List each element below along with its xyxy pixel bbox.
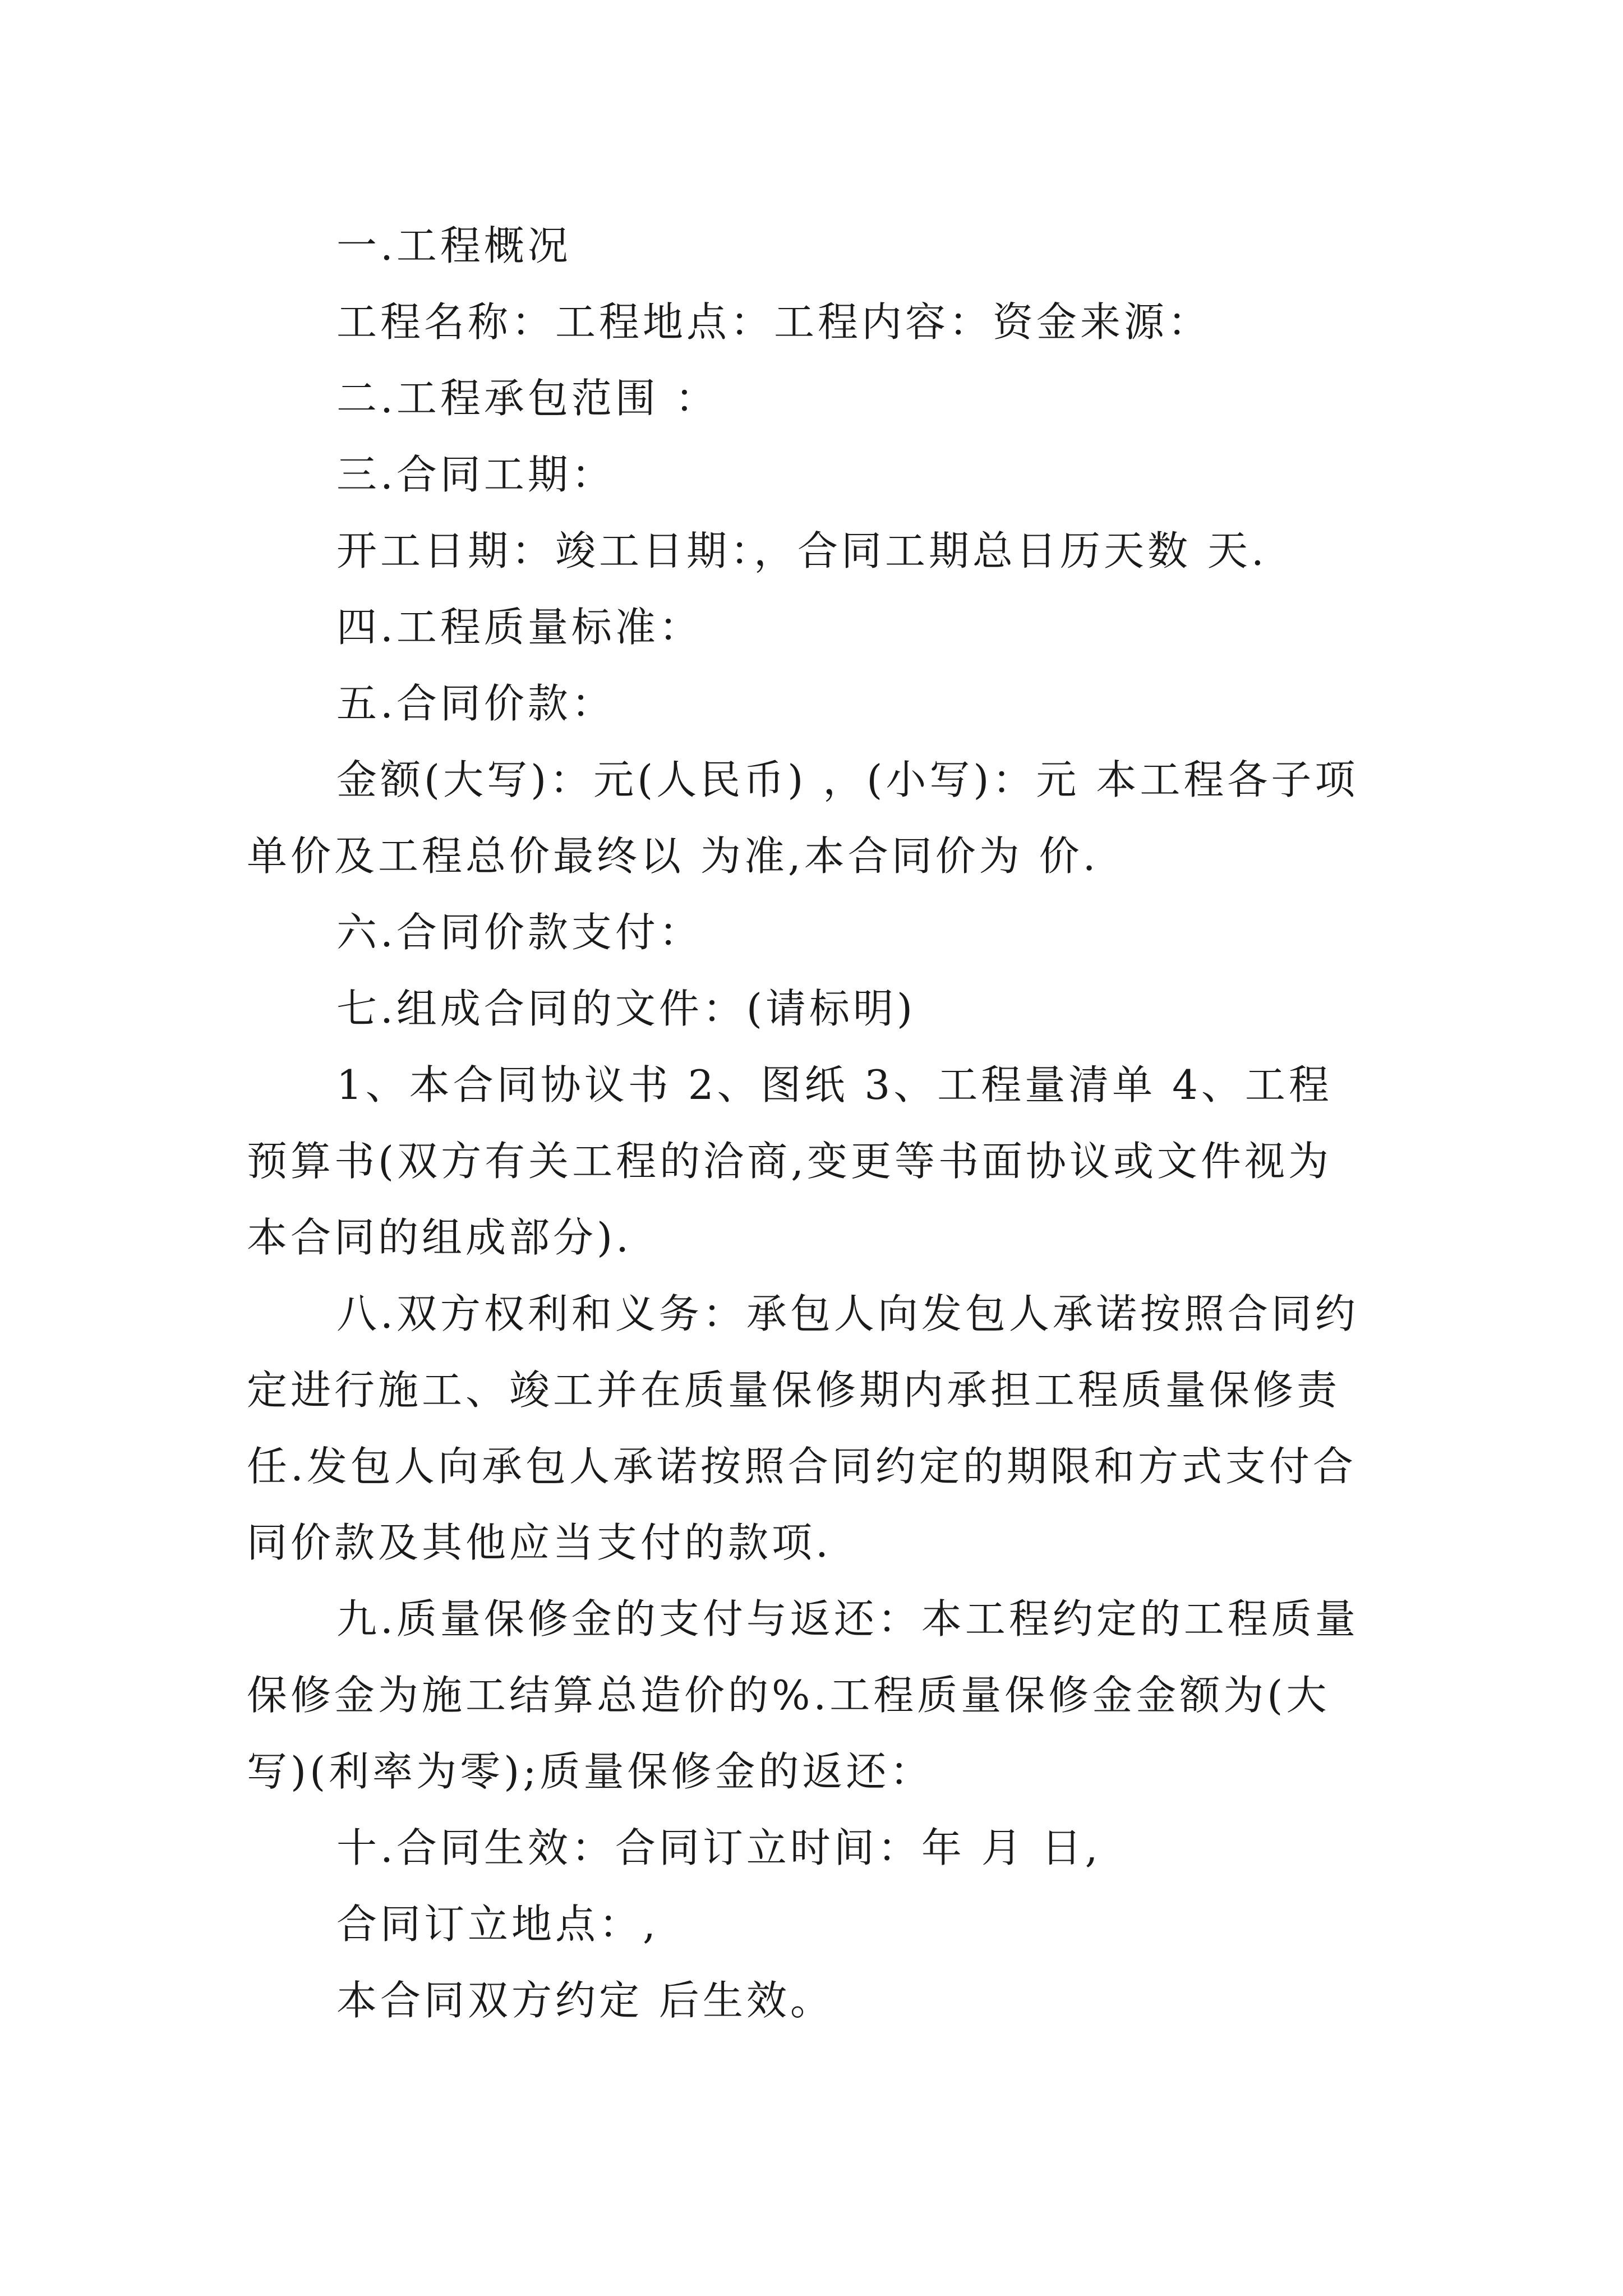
section-2-heading: 二.工程承包范围 ： <box>336 375 719 422</box>
rights-obligations-paragraph: 八.双方权利和义务：承包人向发包人承诺按照合同约定进行施工、竣工并在质量保修期内承担工程质量保修责任.发包人向承包人承诺按照合同约定的期限和方式支付合同价款及其他应当支付的款项. <box>247 1290 1359 1566</box>
section-10-heading: 十.合同生效：合同订立时间：年 月 日, <box>336 1824 1101 1871</box>
section-4-heading: 四.工程质量标准： <box>336 604 703 651</box>
section-1-heading: 一.工程概况 <box>336 222 571 269</box>
project-info-line: 工程名称：工程地点：工程内容：资金来源： <box>336 298 1212 346</box>
schedule-line: 开工日期：竣工日期：，合同工期总日历天数 天. <box>336 527 1267 574</box>
document-body <box>247 208 1368 2039</box>
section-5-heading: 五.合同价款： <box>336 680 615 727</box>
contract-amount-paragraph: 金额(大写)：元(人民币) ，(小写)：元 本工程各子项单价及工程总价最终以 为准,本合同价为 价. <box>247 756 1359 880</box>
effective-condition-line: 本合同双方约定 后生效。 <box>336 1977 834 2024</box>
section-6-heading: 六.合同价款支付： <box>336 909 703 956</box>
warranty-deposit-paragraph: 九.质量保修金的支付与返还：本工程约定的工程质量保修金为施工结算总造价的%.工程质量保修金金额为(大写)(利率为零);质量保修金的返还： <box>247 1595 1359 1795</box>
section-3-heading: 三.合同工期： <box>336 451 615 498</box>
section-7-heading: 七.组成合同的文件：(请标明) <box>336 985 916 1032</box>
signing-location-line: 合同订立地点：, <box>336 1901 659 1948</box>
contract-documents-paragraph: 1、本合同协议书 2、图纸 3、工程量清单 4、工程预算书(双方有关工程的洽商,变更等书面协议或文件视为本合同的组成部分). <box>247 1061 1332 1261</box>
